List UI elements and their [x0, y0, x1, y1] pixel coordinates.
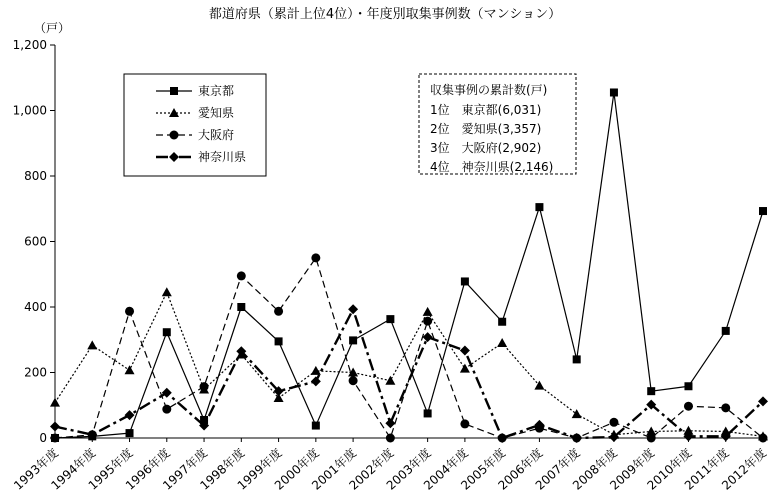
- data-point: [385, 418, 395, 428]
- data-point: [162, 287, 172, 296]
- legend-label: 東京都: [198, 84, 235, 98]
- data-point: [572, 409, 582, 418]
- x-tick-label: 2012年度: [719, 445, 770, 493]
- data-point: [125, 365, 135, 374]
- legend: [124, 74, 266, 176]
- y-tick-label: 1,200: [12, 38, 47, 52]
- data-point: [385, 376, 395, 385]
- data-point: [460, 364, 470, 373]
- x-tick-label: 2010年度: [644, 445, 695, 493]
- data-point: [348, 304, 358, 314]
- x-tick-label: 2011年度: [681, 445, 732, 493]
- data-point: [162, 405, 171, 414]
- legend-label: 大阪府: [198, 128, 235, 142]
- chart-title: 都道府県（累計上位4位）・年度別取集事例数（マンション）: [208, 7, 562, 22]
- data-point: [312, 422, 320, 430]
- data-point: [722, 327, 730, 335]
- x-tick-label: 2006年度: [495, 445, 546, 493]
- note-line-4: 4位 神奈川県(2,146): [430, 160, 554, 174]
- data-point: [274, 307, 283, 316]
- data-point: [759, 207, 767, 215]
- data-point: [87, 340, 97, 349]
- x-tick-label: 2000年度: [271, 445, 322, 493]
- data-point: [497, 433, 507, 443]
- data-point: [647, 387, 655, 395]
- data-point: [237, 303, 245, 311]
- legend-marker: [170, 87, 178, 95]
- note-heading: 収集事例の累計数(戸): [430, 83, 548, 97]
- x-tick-label: 2009年度: [607, 445, 658, 493]
- y-tick-label: 400: [24, 300, 47, 314]
- data-point: [51, 434, 60, 443]
- data-point: [311, 376, 321, 386]
- data-point: [460, 419, 469, 428]
- data-point: [200, 382, 209, 391]
- data-point: [386, 434, 395, 443]
- data-point: [311, 253, 320, 262]
- data-point: [497, 338, 507, 347]
- cumulative-count-note: [419, 74, 576, 174]
- x-tick-label: 2007年度: [532, 445, 583, 493]
- data-point: [275, 337, 283, 345]
- y-tick-label: 200: [24, 365, 47, 380]
- data-point: [610, 88, 618, 96]
- data-point: [349, 336, 357, 344]
- data-point: [311, 366, 321, 375]
- data-point: [50, 398, 60, 407]
- x-tick-label: 2001年度: [309, 445, 360, 493]
- x-tick-label: 1994年度: [48, 445, 99, 493]
- data-point: [609, 418, 618, 427]
- note-line-2: 2位 愛知県(3,357): [430, 122, 542, 136]
- data-point: [424, 409, 432, 417]
- series-2: [50, 287, 768, 440]
- x-tick-label: 1993年度: [11, 445, 62, 493]
- data-point: [349, 376, 358, 385]
- data-point: [461, 277, 469, 285]
- data-point: [423, 317, 432, 326]
- data-point: [535, 203, 543, 211]
- data-point: [684, 382, 692, 390]
- data-point: [237, 271, 246, 280]
- note-line-1: 1位 東京都(6,031): [430, 103, 542, 117]
- series-line: [55, 292, 763, 436]
- x-tick-label: 2004年度: [420, 445, 471, 493]
- y-tick-label: 800: [24, 169, 47, 183]
- x-tick-label: 2002年度: [346, 445, 397, 493]
- legend-label: 神奈川県: [198, 150, 247, 164]
- x-tick-label: 2008年度: [570, 445, 620, 493]
- x-tick-label: 1996年度: [122, 445, 173, 493]
- data-point: [460, 346, 470, 356]
- x-tick-label: 1998年度: [197, 445, 248, 493]
- x-tick-label: 2005年度: [458, 445, 509, 493]
- data-point: [125, 307, 134, 316]
- x-tick-label: 1999年度: [234, 445, 285, 493]
- y-tick-label: 0: [39, 431, 47, 445]
- data-point: [573, 355, 581, 363]
- data-point: [498, 318, 506, 326]
- y-tick-label: 600: [24, 234, 47, 249]
- data-point: [647, 434, 656, 443]
- series-line: [55, 309, 763, 438]
- y-tick-label: 1,000: [12, 103, 47, 118]
- data-point: [423, 332, 433, 342]
- data-point: [572, 433, 582, 443]
- series-3: [51, 253, 768, 442]
- note-line-3: 3位 大阪府(2,902): [430, 141, 542, 155]
- x-tick-label: 1995年度: [85, 445, 136, 493]
- data-point: [759, 434, 768, 443]
- data-point: [423, 307, 433, 316]
- y-axis-unit-label: （戸）: [33, 21, 71, 35]
- data-point: [758, 396, 768, 406]
- legend-label: 愛知県: [198, 106, 235, 120]
- data-point: [126, 429, 134, 437]
- data-point: [386, 315, 394, 323]
- series-4: [50, 304, 768, 443]
- data-point: [684, 402, 693, 411]
- x-tick-label: 2003年度: [383, 445, 434, 493]
- data-point: [721, 403, 730, 412]
- data-point: [125, 410, 135, 420]
- data-point: [162, 388, 172, 398]
- legend-marker: [170, 131, 179, 140]
- data-point: [163, 328, 171, 336]
- x-tick-label: 1997年度: [160, 445, 211, 493]
- data-point: [50, 422, 60, 432]
